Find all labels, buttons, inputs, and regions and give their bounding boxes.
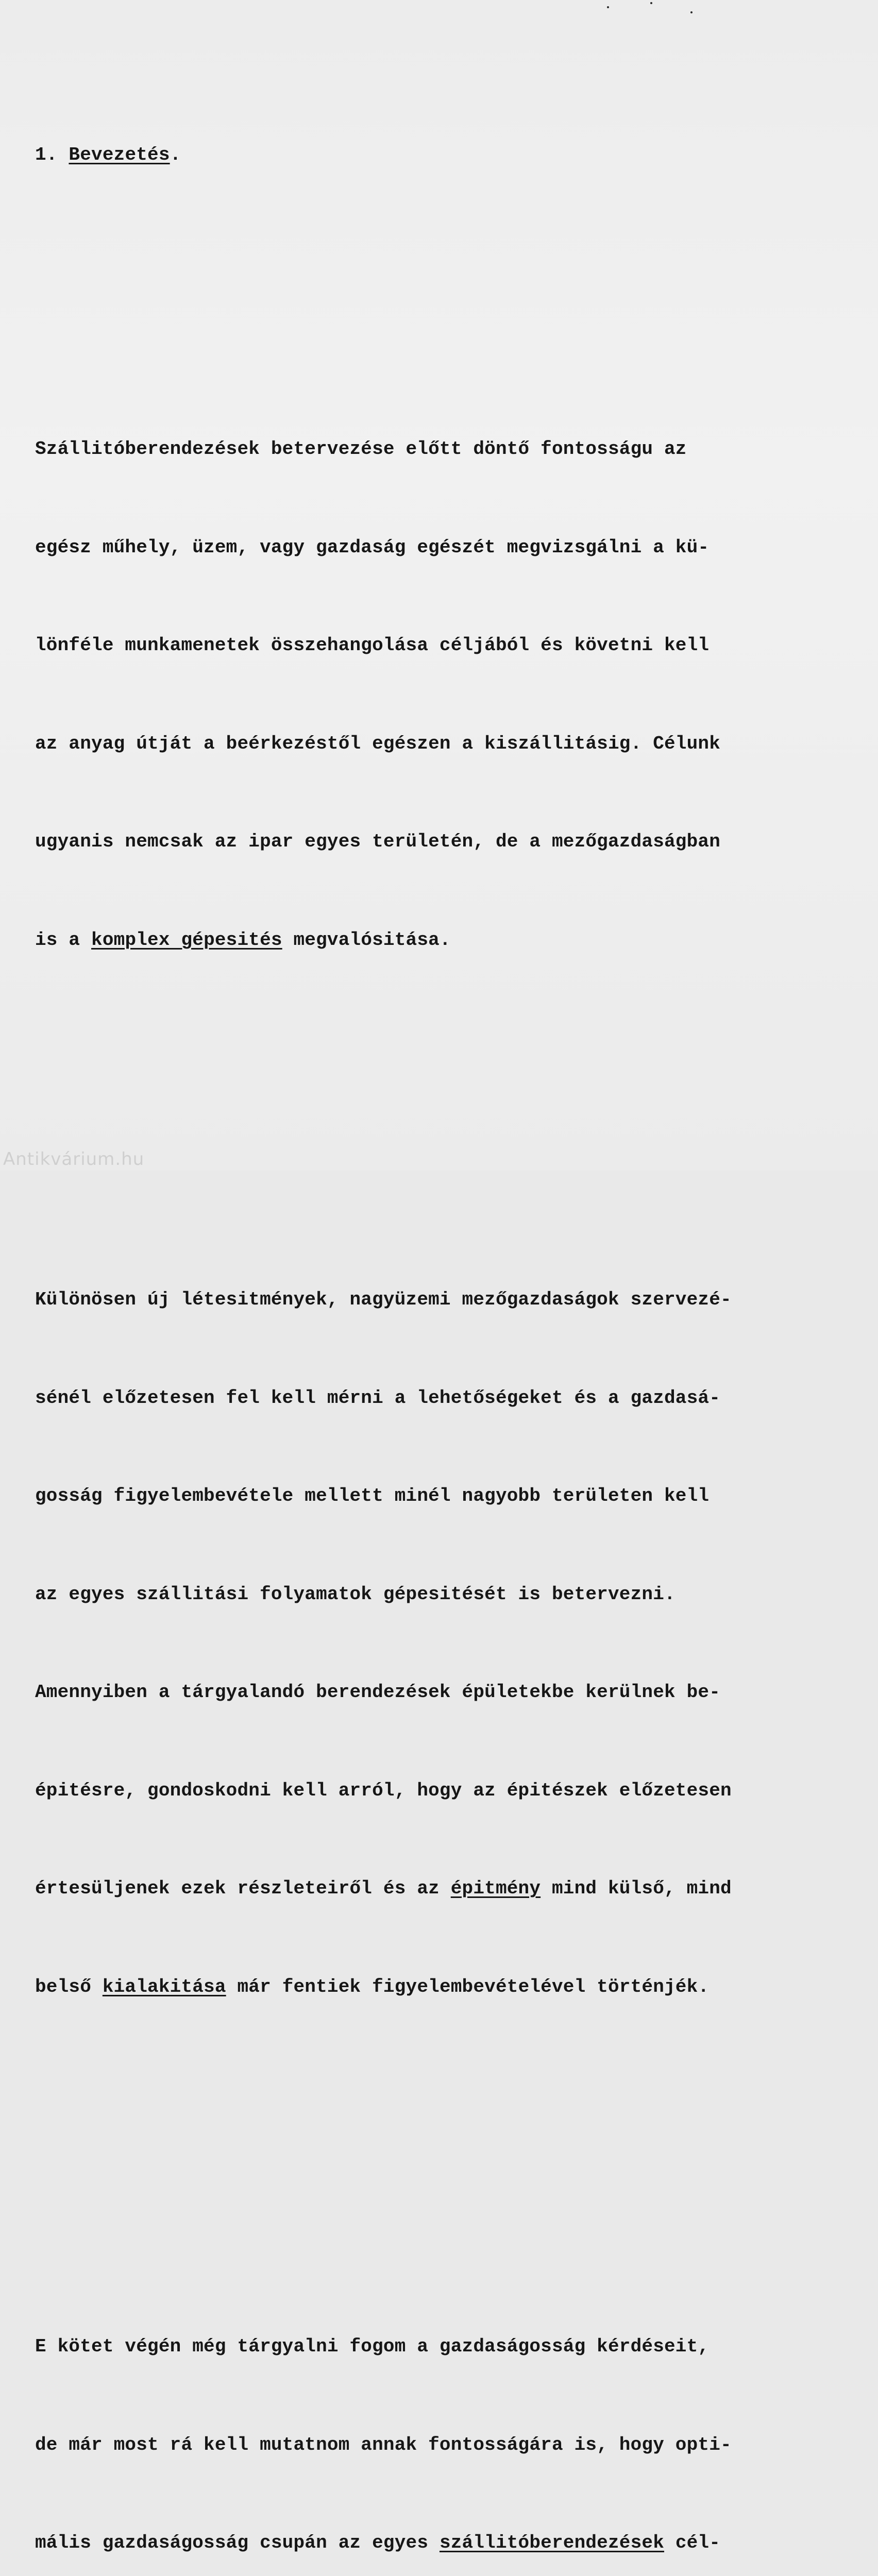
text-line: az egyes szállitási folyamatok gépesitését is betervezni. [35,1583,676,1605]
paragraph-3 [35,2265,839,2576]
text-line: belső kialakitása már fentiek figyelembevételével történjék. [35,1976,710,1997]
dust-speck [690,11,693,13]
underlined-term: épitmény [450,1878,541,1899]
text-line: mális gazdaságosság csupán az egyes szállitóberendezések cél- [35,2532,721,2553]
dust-speck [607,6,609,8]
text-line: Szállitóberendezések betervezése előtt döntő fontosságu az [35,438,687,460]
text-line: az anyag útját a beérkezéstől egészen a kiszállitásig. Célunk [35,733,721,754]
paragraph-2 [35,1218,839,2069]
underlined-term: szállitóberendezések [439,2532,665,2553]
text-line: de már most rá kell mutatnom annak fontosságára is, hogy opti- [35,2434,732,2455]
text-line: E kötet végén még tárgyalni fogom a gazdaságosság kérdéseit, [35,2336,710,2357]
text-line: épitésre, gondoskodni kell arról, hogy az épitészek előzetesen [35,1780,732,1801]
text-line: egész műhely, üzem, vagy gazdaság egészét megvizsgálni a kü- [35,536,710,558]
text-line: Különösen új létesitmények, nagyüzemi mezőgazdaságok szervezé- [35,1289,732,1310]
section-heading: 1. Bevezetés. [35,144,181,165]
section-title: Bevezetés [69,144,170,165]
watermark: Antikvárium.hu [3,1149,145,1170]
text-line: gosság figyelembevétele mellett minél nagyobb területen kell [35,1485,710,1506]
text-line: lönféle munkamenetek összehangolása céljából és követni kell [35,635,710,656]
document-body [35,40,839,2576]
underlined-term: komplex gépesités [91,929,282,951]
underlined-term: kialakitása [102,1976,226,1997]
paragraph-1 [35,367,839,1022]
text-line: sénél előzetesen fel kell mérni a lehetőségeket és a gazdasá- [35,1387,721,1409]
text-line: is a komplex gépesités megvalósitása. [35,929,451,951]
text-line: ugyanis nemcsak az ipar egyes területén, de a mezőgazdaságban [35,831,721,852]
text-line: értesüljenek ezek részleteiről és az épitmény mind külső, mind [35,1878,732,1899]
text-line: Amennyiben a tárgyalandó berendezések épületekbe kerülnek be- [35,1682,721,1703]
dust-speck [650,2,652,4]
